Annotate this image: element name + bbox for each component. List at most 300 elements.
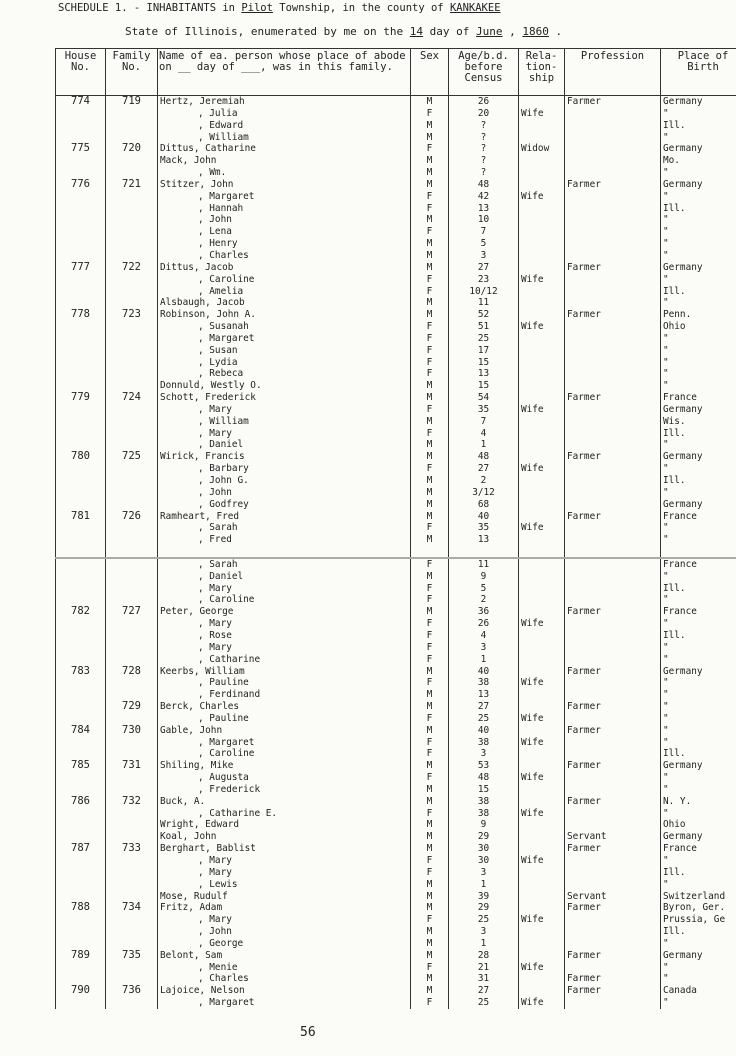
person-name-cell: , Lena [158, 226, 411, 238]
table-row [56, 428, 736, 440]
birthplace-cell: Germany [661, 499, 736, 511]
house-number-cell [56, 238, 106, 250]
table-row [56, 819, 736, 831]
profession-cell [565, 713, 661, 725]
house-number-cell [56, 867, 106, 879]
age-cell: 3 [449, 250, 519, 262]
table-row [56, 962, 736, 974]
table-row [56, 226, 736, 238]
column-header-family: Family No. [106, 49, 158, 96]
house-number-cell [56, 737, 106, 749]
birthplace-cell: Ill. [661, 475, 736, 487]
profession-cell: Farmer [565, 985, 661, 997]
relationship-cell [519, 558, 565, 571]
relationship-cell: Wife [519, 191, 565, 203]
birthplace-cell: " [661, 333, 736, 345]
relationship-cell [519, 534, 565, 546]
family-number-cell [106, 439, 158, 451]
relationship-cell [519, 867, 565, 879]
person-name-cell: , Margaret [158, 737, 411, 749]
birthplace-cell: " [661, 380, 736, 392]
table-row [56, 214, 736, 226]
house-number-cell: 788 [56, 902, 106, 914]
house-number-cell: 789 [56, 950, 106, 962]
person-name-cell: , Henry [158, 238, 411, 250]
house-number-cell: 782 [56, 606, 106, 618]
person-name-cell: , Edward [158, 120, 411, 132]
relationship-cell: Wife [519, 962, 565, 974]
sex-cell: M [411, 238, 449, 250]
sex-cell: F [411, 226, 449, 238]
profession-cell [565, 463, 661, 475]
relationship-cell: Wife [519, 463, 565, 475]
table-row [56, 606, 736, 618]
family-number-cell: 730 [106, 725, 158, 737]
profession-cell [565, 867, 661, 879]
profession-cell: Farmer [565, 701, 661, 713]
table-row [56, 143, 736, 155]
relationship-cell [519, 392, 565, 404]
person-name-cell: , Susanah [158, 321, 411, 333]
family-number-cell: 722 [106, 262, 158, 274]
birthplace-cell: " [661, 439, 736, 451]
birthplace-cell: " [661, 214, 736, 226]
column-header-name: Name of ea. person whose place of abode on __ day of ___, was in this family. [158, 49, 411, 96]
profession-cell [565, 997, 661, 1009]
table-row [56, 191, 736, 203]
relationship-cell: Wife [519, 108, 565, 120]
sex-cell: F [411, 772, 449, 784]
profession-cell [565, 594, 661, 606]
family-number-cell [106, 831, 158, 843]
birthplace-cell: " [661, 973, 736, 985]
relationship-cell [519, 286, 565, 298]
age-cell: 35 [449, 522, 519, 534]
profession-cell: Farmer [565, 902, 661, 914]
person-name-cell: , Mary [158, 867, 411, 879]
house-number-cell [56, 120, 106, 132]
birthplace-cell: Ill. [661, 286, 736, 298]
sex-cell: F [411, 654, 449, 666]
table-row [56, 475, 736, 487]
profession-cell [565, 380, 661, 392]
relationship-cell [519, 439, 565, 451]
table-row [56, 760, 736, 772]
house-number-cell [56, 701, 106, 713]
family-number-cell [106, 167, 158, 179]
profession-cell: Farmer [565, 511, 661, 523]
relationship-cell [519, 155, 565, 167]
table-row [56, 831, 736, 843]
person-name-cell: , Frederick [158, 784, 411, 796]
birthplace-cell: " [661, 487, 736, 499]
sex-cell: M [411, 784, 449, 796]
person-name-cell: , Wm. [158, 167, 411, 179]
house-number-cell: 787 [56, 843, 106, 855]
age-cell: 38 [449, 737, 519, 749]
profession-cell [565, 784, 661, 796]
sex-cell: F [411, 962, 449, 974]
person-name-cell: Buck, A. [158, 796, 411, 808]
age-cell: 11 [449, 297, 519, 309]
house-number-cell [56, 962, 106, 974]
profession-cell [565, 654, 661, 666]
relationship-cell: Wife [519, 772, 565, 784]
birthplace-cell: France [661, 392, 736, 404]
age-cell: ? [449, 167, 519, 179]
birthplace-cell: Penn. [661, 309, 736, 321]
house-number-cell [56, 772, 106, 784]
house-number-cell [56, 321, 106, 333]
house-number-cell: 777 [56, 262, 106, 274]
age-cell: 1 [449, 654, 519, 666]
sex-cell: M [411, 250, 449, 262]
age-cell: ? [449, 143, 519, 155]
enumeration-year: 1860 [522, 25, 549, 38]
family-number-cell: 734 [106, 902, 158, 914]
birthplace-cell: " [661, 938, 736, 950]
age-cell: 15 [449, 380, 519, 392]
relationship-cell: Wife [519, 997, 565, 1009]
family-number-cell: 720 [106, 143, 158, 155]
birthplace-cell: Switzerland [661, 891, 736, 903]
age-cell: 7 [449, 226, 519, 238]
census-rows [56, 96, 736, 1009]
profession-cell: Farmer [565, 796, 661, 808]
relationship-cell [519, 583, 565, 595]
person-name-cell: Donnuld, Westly O. [158, 380, 411, 392]
sex-cell: F [411, 274, 449, 286]
sex-cell: M [411, 534, 449, 546]
sex-cell: F [411, 143, 449, 155]
birthplace-cell: Mo. [661, 155, 736, 167]
age-cell: 3 [449, 926, 519, 938]
person-name-cell: Mack, John [158, 155, 411, 167]
fold-gap-cell [158, 546, 411, 558]
house-number-cell [56, 380, 106, 392]
relationship-cell [519, 297, 565, 309]
birthplace-cell: " [661, 368, 736, 380]
house-number-cell [56, 475, 106, 487]
sex-cell: F [411, 855, 449, 867]
house-number-cell [56, 250, 106, 262]
house-number-cell [56, 654, 106, 666]
family-number-cell: 727 [106, 606, 158, 618]
relationship-cell [519, 689, 565, 701]
person-name-cell: , Amelia [158, 286, 411, 298]
fold-gap-cell [411, 546, 449, 558]
profession-cell [565, 333, 661, 345]
age-cell: 25 [449, 333, 519, 345]
relationship-cell [519, 985, 565, 997]
age-cell: ? [449, 155, 519, 167]
family-number-cell [106, 534, 158, 546]
age-cell: 27 [449, 262, 519, 274]
profession-cell: Farmer [565, 451, 661, 463]
table-row [56, 439, 736, 451]
table-row [56, 167, 736, 179]
house-number-cell: 774 [56, 96, 106, 108]
birthplace-cell: Germany [661, 831, 736, 843]
sex-cell: M [411, 439, 449, 451]
age-cell: 27 [449, 985, 519, 997]
table-row [56, 511, 736, 523]
birthplace-cell: " [661, 677, 736, 689]
table-row [56, 203, 736, 215]
sex-cell: M [411, 451, 449, 463]
birthplace-cell: " [661, 784, 736, 796]
sex-cell: M [411, 973, 449, 985]
relationship-cell [519, 214, 565, 226]
family-number-cell [106, 867, 158, 879]
fold-gap-cell [661, 546, 736, 558]
profession-cell [565, 487, 661, 499]
column-header-birthplace: Place of Birth [661, 49, 736, 96]
table-row [56, 808, 736, 820]
family-number-cell [106, 748, 158, 760]
person-name-cell: , Lewis [158, 879, 411, 891]
house-number-cell: 780 [56, 451, 106, 463]
table-row [56, 416, 736, 428]
birthplace-cell: France [661, 511, 736, 523]
person-name-cell: , Daniel [158, 439, 411, 451]
age-cell: 13 [449, 368, 519, 380]
relationship-cell [519, 831, 565, 843]
sex-cell: F [411, 108, 449, 120]
table-row [56, 973, 736, 985]
house-number-cell [56, 784, 106, 796]
birthplace-cell: Ill. [661, 428, 736, 440]
table-row [56, 843, 736, 855]
house-number-cell [56, 630, 106, 642]
house-number-cell [56, 155, 106, 167]
profession-cell: Farmer [565, 843, 661, 855]
relationship-cell [519, 701, 565, 713]
fold-gap-cell [56, 546, 106, 558]
table-row [56, 321, 736, 333]
birthplace-cell: Ill. [661, 748, 736, 760]
person-name-cell: Berck, Charles [158, 701, 411, 713]
birthplace-cell: " [661, 297, 736, 309]
age-cell: 21 [449, 962, 519, 974]
house-number-cell [56, 132, 106, 144]
page-fold-gap [56, 546, 736, 558]
family-number-cell [106, 522, 158, 534]
person-name-cell: Berghart, Bablist [158, 843, 411, 855]
relationship-cell [519, 357, 565, 369]
birthplace-cell: Wis. [661, 416, 736, 428]
house-number-cell [56, 973, 106, 985]
profession-cell [565, 879, 661, 891]
family-number-cell [106, 819, 158, 831]
family-number-cell [106, 654, 158, 666]
house-number-cell [56, 487, 106, 499]
house-number-cell [56, 286, 106, 298]
profession-cell [565, 499, 661, 511]
age-cell: 3 [449, 748, 519, 760]
profession-cell [565, 630, 661, 642]
family-number-cell [106, 772, 158, 784]
sex-cell: F [411, 594, 449, 606]
age-cell: 10/12 [449, 286, 519, 298]
age-cell: 31 [449, 973, 519, 985]
profession-cell [565, 416, 661, 428]
sex-cell: M [411, 902, 449, 914]
person-name-cell: , Menie [158, 962, 411, 974]
person-name-cell: , Ferdinand [158, 689, 411, 701]
person-name-cell: , Mary [158, 642, 411, 654]
person-name-cell: , Godfrey [158, 499, 411, 511]
age-cell: 39 [449, 891, 519, 903]
house-number-cell [56, 416, 106, 428]
family-number-cell [106, 630, 158, 642]
table-row [56, 926, 736, 938]
person-name-cell: Wright, Edward [158, 819, 411, 831]
table-row [56, 701, 736, 713]
person-name-cell: , Rebeca [158, 368, 411, 380]
age-cell: 26 [449, 96, 519, 108]
birthplace-cell: Ill. [661, 630, 736, 642]
birthplace-cell: " [661, 522, 736, 534]
sex-cell: M [411, 891, 449, 903]
age-cell: 2 [449, 594, 519, 606]
person-name-cell: , Mary [158, 618, 411, 630]
person-name-cell: , Catharine [158, 654, 411, 666]
sex-cell: F [411, 642, 449, 654]
relationship-cell [519, 428, 565, 440]
house-number-cell [56, 558, 106, 571]
age-cell: 29 [449, 902, 519, 914]
birthplace-cell: " [661, 463, 736, 475]
table-row [56, 748, 736, 760]
table-row [56, 583, 736, 595]
profession-cell: Farmer [565, 392, 661, 404]
family-number-cell: 721 [106, 179, 158, 191]
family-number-cell: 735 [106, 950, 158, 962]
birthplace-cell: " [661, 808, 736, 820]
age-cell: ? [449, 120, 519, 132]
person-name-cell: Peter, George [158, 606, 411, 618]
profession-cell: Farmer [565, 606, 661, 618]
table-row [56, 737, 736, 749]
age-cell: 68 [449, 499, 519, 511]
age-cell: 13 [449, 534, 519, 546]
house-number-cell [56, 997, 106, 1009]
birthplace-cell: France [661, 558, 736, 571]
sex-cell: M [411, 416, 449, 428]
sex-cell: F [411, 618, 449, 630]
profession-cell: Farmer [565, 760, 661, 772]
birthplace-cell: France [661, 606, 736, 618]
birthplace-cell: Ill. [661, 120, 736, 132]
profession-cell [565, 167, 661, 179]
profession-cell: Farmer [565, 666, 661, 678]
person-name-cell: , Julia [158, 108, 411, 120]
birthplace-cell: " [661, 855, 736, 867]
profession-cell: Farmer [565, 96, 661, 108]
birthplace-cell: Ohio [661, 321, 736, 333]
table-row [56, 357, 736, 369]
profession-cell [565, 926, 661, 938]
person-name-cell: Ramheart, Fred [158, 511, 411, 523]
house-number-cell [56, 368, 106, 380]
table-row [56, 914, 736, 926]
relationship-cell [519, 879, 565, 891]
sex-cell: F [411, 463, 449, 475]
birthplace-cell: N. Y. [661, 796, 736, 808]
fold-gap-cell [519, 546, 565, 558]
profession-cell [565, 689, 661, 701]
relationship-cell [519, 642, 565, 654]
family-number-cell [106, 475, 158, 487]
table-row [56, 309, 736, 321]
relationship-cell: Wife [519, 855, 565, 867]
relationship-cell [519, 571, 565, 583]
house-number-cell [56, 938, 106, 950]
age-cell: 3 [449, 867, 519, 879]
relationship-cell: Widow [519, 143, 565, 155]
relationship-cell [519, 451, 565, 463]
age-cell: 13 [449, 689, 519, 701]
profession-cell [565, 143, 661, 155]
sex-cell: M [411, 511, 449, 523]
profession-cell [565, 583, 661, 595]
birthplace-cell: Germany [661, 760, 736, 772]
table-row [56, 902, 736, 914]
age-cell: 53 [449, 760, 519, 772]
table-row [56, 132, 736, 144]
age-cell: 48 [449, 772, 519, 784]
family-number-cell [106, 428, 158, 440]
age-cell: 40 [449, 666, 519, 678]
sex-cell: M [411, 819, 449, 831]
birthplace-cell: Germany [661, 143, 736, 155]
profession-cell: Farmer [565, 973, 661, 985]
family-number-cell [106, 321, 158, 333]
birthplace-cell: Germany [661, 262, 736, 274]
person-name-cell: Dittus, Jacob [158, 262, 411, 274]
profession-cell [565, 439, 661, 451]
profession-cell [565, 226, 661, 238]
sex-cell: M [411, 725, 449, 737]
house-number-cell [56, 618, 106, 630]
relationship-cell [519, 796, 565, 808]
profession-cell: Servant [565, 891, 661, 903]
birthplace-cell: Ill. [661, 583, 736, 595]
age-cell: 1 [449, 879, 519, 891]
relationship-cell [519, 238, 565, 250]
person-name-cell: , Daniel [158, 571, 411, 583]
family-number-cell [106, 997, 158, 1009]
house-number-cell [56, 522, 106, 534]
relationship-cell: Wife [519, 522, 565, 534]
house-number-cell [56, 226, 106, 238]
profession-cell [565, 345, 661, 357]
table-row [56, 855, 736, 867]
sex-cell: M [411, 297, 449, 309]
profession-cell [565, 938, 661, 950]
sex-cell: M [411, 179, 449, 191]
family-number-cell [106, 203, 158, 215]
profession-cell [565, 286, 661, 298]
birthplace-cell: " [661, 357, 736, 369]
table-row [56, 286, 736, 298]
birthplace-cell: " [661, 725, 736, 737]
sex-cell: F [411, 867, 449, 879]
profession-cell [565, 155, 661, 167]
age-cell: 25 [449, 997, 519, 1009]
profession-cell [565, 214, 661, 226]
